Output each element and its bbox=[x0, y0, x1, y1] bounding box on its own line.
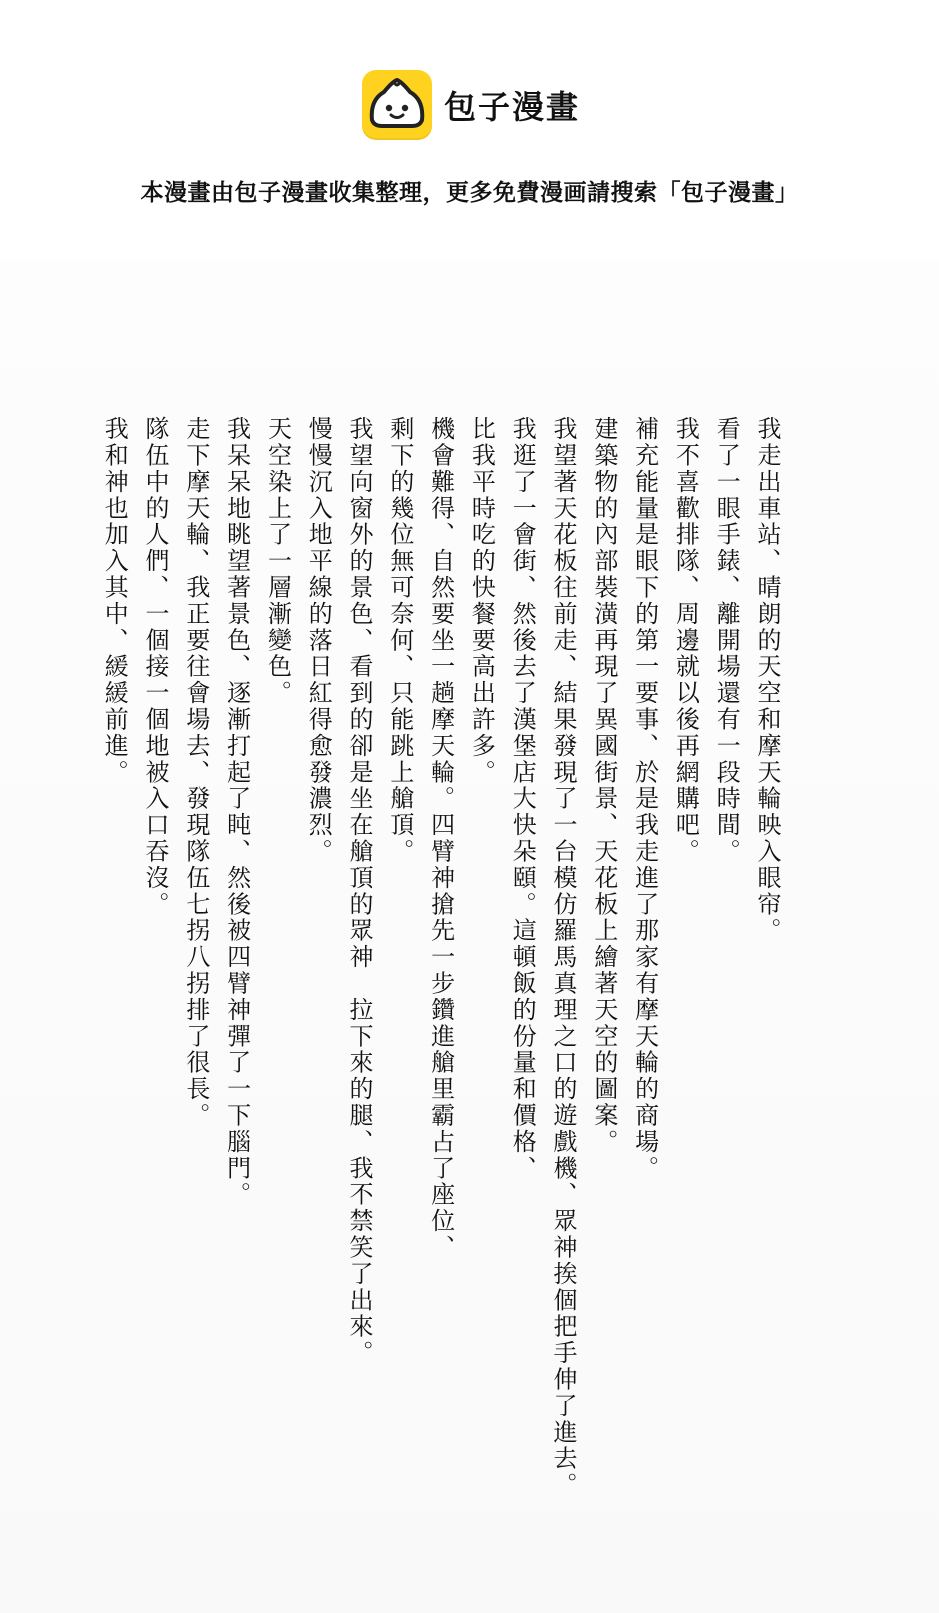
steamed-bun-icon bbox=[362, 70, 432, 140]
text-line: 我逛了一會街、然後去了漢堡店大快朵頤。這頓飯的份量和價格、 bbox=[508, 416, 537, 1182]
text-line: 我望向窗外的景色、看到的卻是坐在艙頂的眾神 拉下來的腿、我不禁笑了出來。 bbox=[345, 416, 374, 1367]
text-line: 隊伍中的人們、一個接一個地被入口吞沒。 bbox=[141, 416, 170, 918]
text-line: 建築物的內部裝潢再現了異國街景、天花板上繪著天空的圖案。 bbox=[589, 416, 618, 1156]
text-line: 慢慢沉入地平線的落日紅得愈發濃烈。 bbox=[304, 416, 333, 865]
site-notice: 本漫畫由包子漫畫收集整理，更多免費漫画請搜索「包子漫畫」 bbox=[140, 180, 799, 206]
text-line: 我不喜歡排隊、周邊就以後再網購吧。 bbox=[671, 416, 700, 865]
text-line: 我望著天花板往前走、結果發現了一台模仿羅馬真理之口的遊戲機、眾神挨個把手伸了進去。 bbox=[549, 416, 578, 1499]
brand[interactable] bbox=[362, 70, 580, 140]
text-line: 我走出車站、晴朗的天空和摩天輪映入眼帘。 bbox=[753, 416, 781, 944]
text-line: 比我平時吃的快餐要高出許多。 bbox=[467, 416, 496, 786]
text-line: 機會難得、自然要坐一趟摩天輪。四臂神搶先一步鑽進艙里霸占了座位、 bbox=[426, 416, 455, 1261]
text-line: 看了一眼手錶、離開場還有一段時間。 bbox=[712, 416, 741, 865]
vertical-text-block bbox=[93, 416, 787, 1499]
site-header bbox=[0, 0, 939, 260]
text-line: 我和神也加入其中、緩緩前進。 bbox=[100, 416, 129, 786]
text-line: 補充能量是眼下的第一要事、於是我走進了那家有摩天輪的商場。 bbox=[630, 416, 659, 1182]
brand-name: 包子漫畫 bbox=[444, 88, 581, 126]
text-line: 天空染上了一層漸變色。 bbox=[263, 416, 292, 707]
text-line: 剩下的幾位無可奈何、只能跳上艙頂。 bbox=[385, 416, 414, 865]
text-line: 走下摩天輪、我正要往會場去、發現隊伍七拐八拐排了很長。 bbox=[181, 416, 210, 1129]
text-line: 我呆呆地眺望著景色、逐漸打起了盹、然後被四臂神彈了一下腦門。 bbox=[222, 416, 251, 1208]
